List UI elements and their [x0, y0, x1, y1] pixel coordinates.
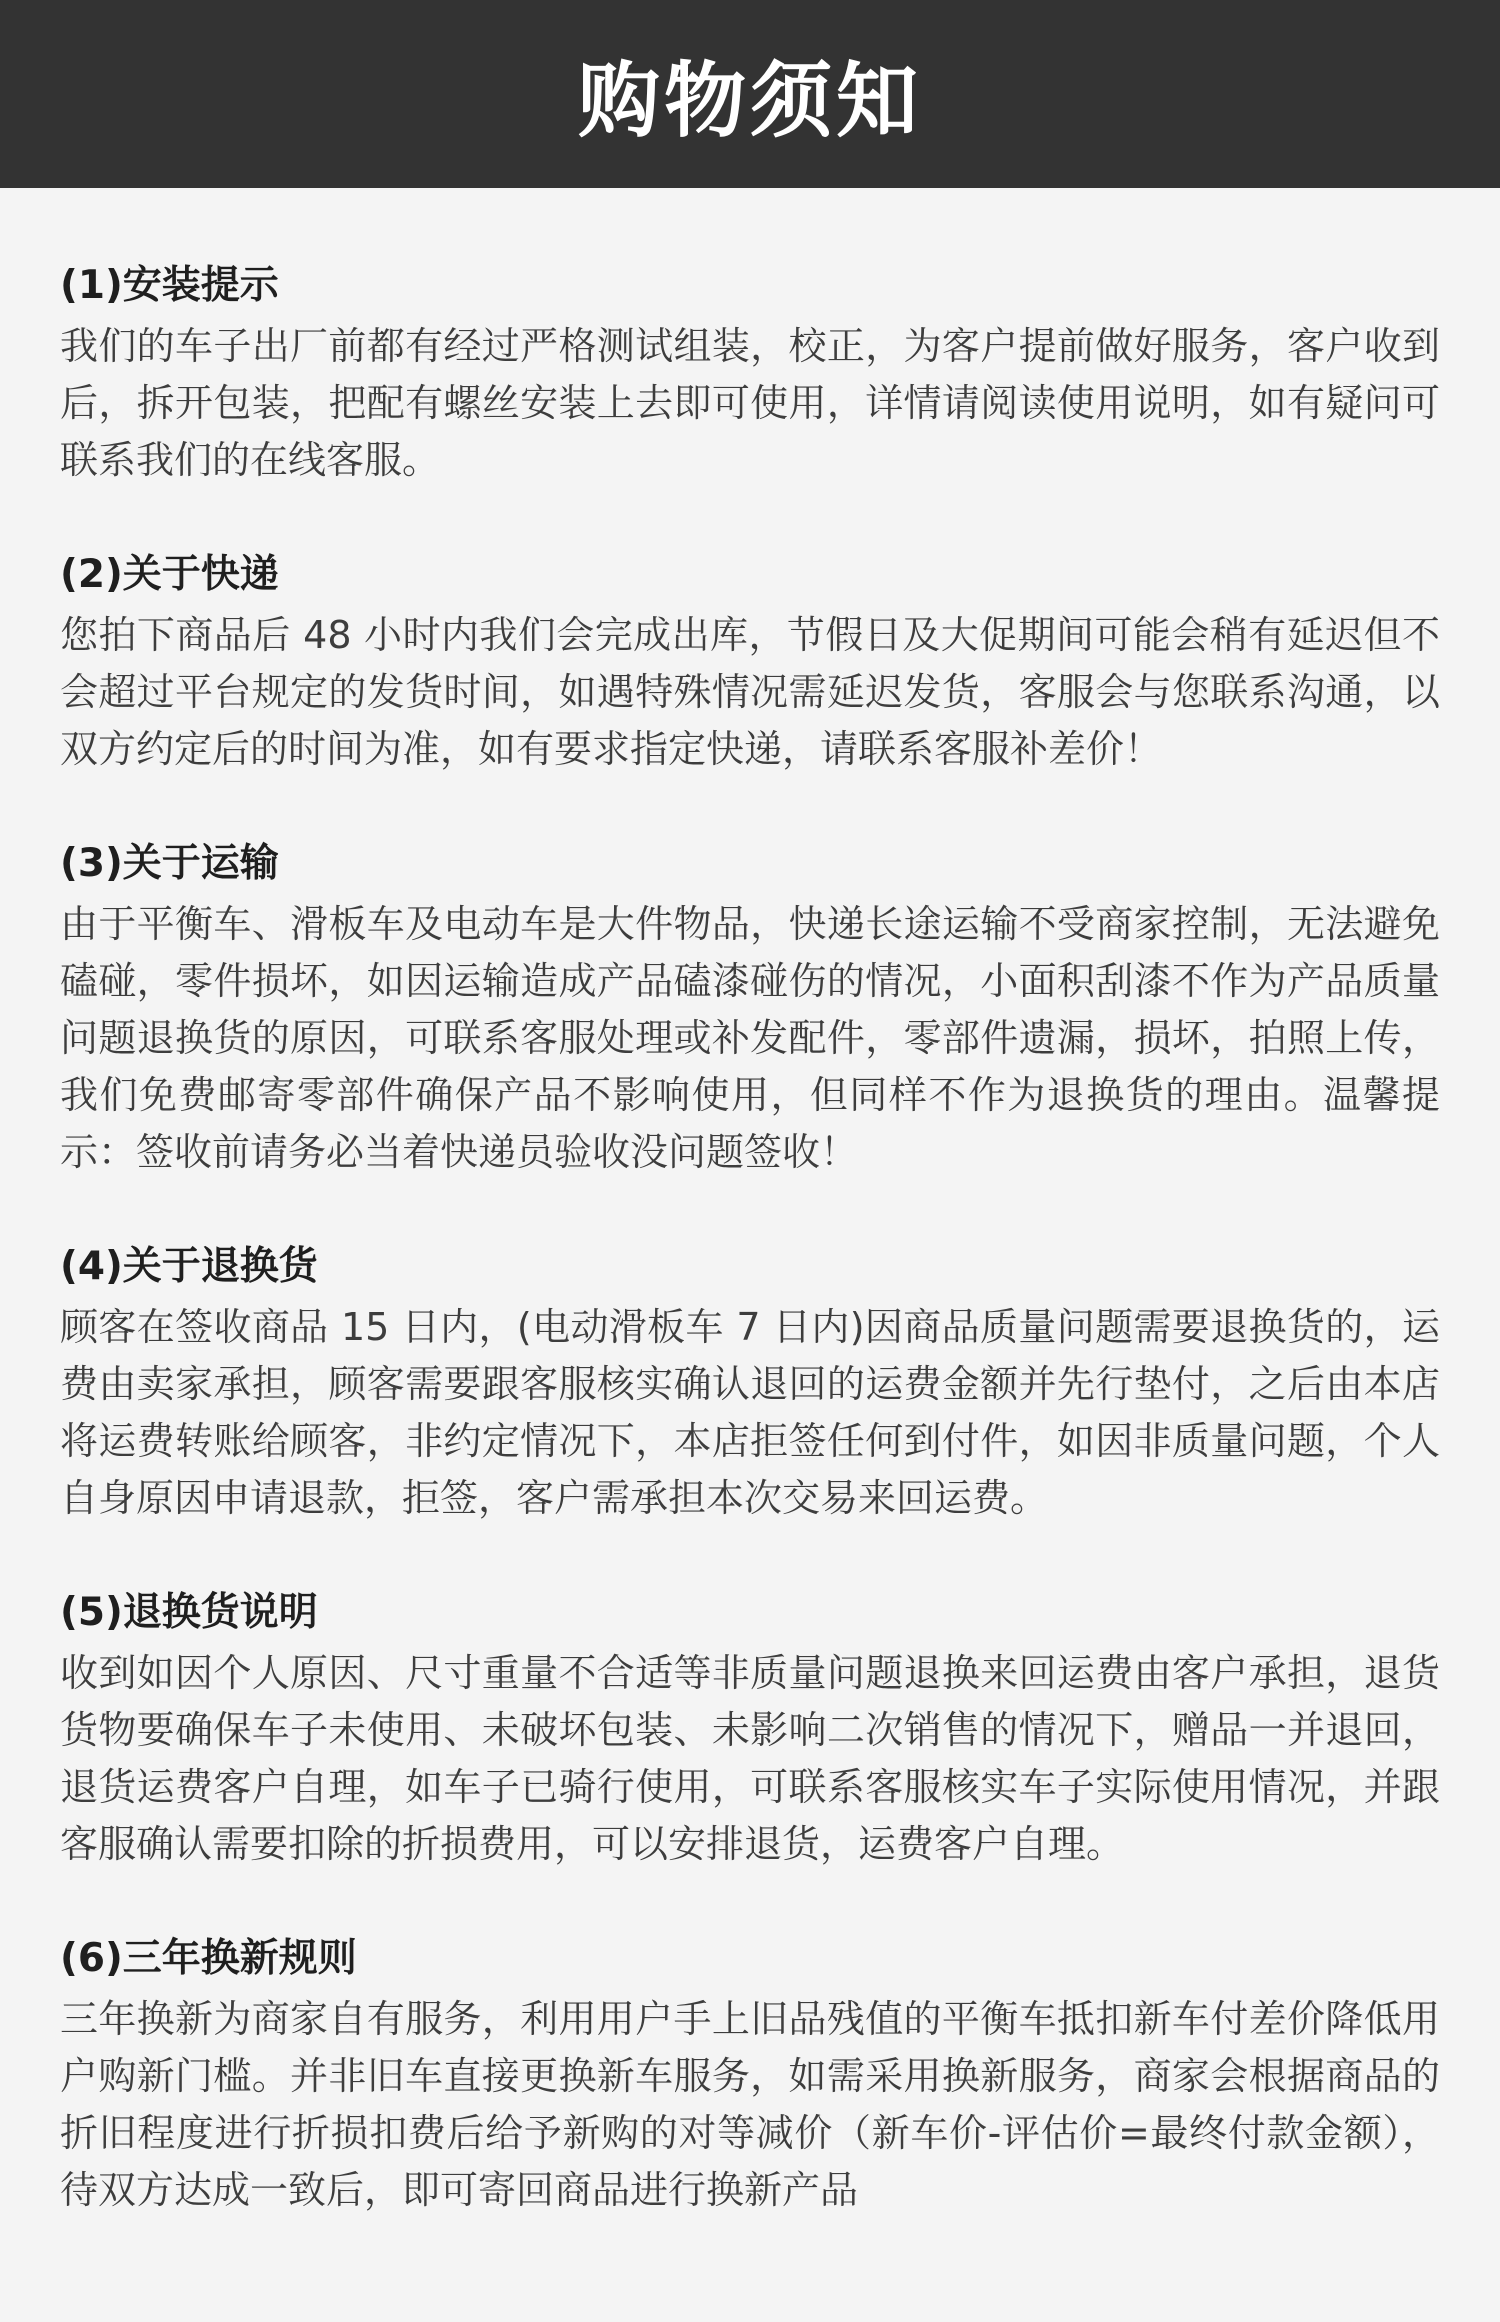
section-body: 我们的车子出厂前都有经过严格测试组装，校正，为客户提前做好服务，客户收到后，拆开包装，把配有螺丝安装上去即可使用，详情请阅读使用说明，如有疑问可联系我们的在线客服。: [60, 324, 1440, 482]
section-title: (1)安装提示: [60, 263, 279, 308]
section-returns: [60, 1239, 1440, 1527]
section-body: 三年换新为商家自有服务，利用用户手上旧品残值的平衡车抵扣新车付差价降低用户购新门槛。并非旧车直接更换新车服务，如需采用换新服务，商家会根据商品的折旧程度进行折损扣费后给予新购的对等减价（新车价-评估价=最终付款金额），待双方达成一致后，即可寄回商品进行换新产品: [60, 1997, 1440, 2212]
section-title: (5)退换货说明: [60, 1590, 318, 1635]
shopping-notice-content: [0, 188, 1500, 2322]
section-body: 您拍下商品后 48 小时内我们会完成出库，节假日及大促期间可能会稍有延迟但不会超过平台规定的发货时间，如遇特殊情况需延迟发货，客服会与您联系沟通，以双方约定后的时间为准，如有要求指定快递，请联系客服补差价！: [60, 613, 1440, 771]
section-body: 由于平衡车、滑板车及电动车是大件物品，快递长途运输不受商家控制，无法避免磕碰，零件损坏，如因运输造成产品磕漆碰伤的情况，小面积刮漆不作为产品质量问题退换货的原因，可联系客服处理或补发配件，零部件遗漏，损坏，拍照上传，我们免费邮寄零部件确保产品不影响使用，但同样不作为退换货的理由。温馨提示：签收前请务必当着快递员验收没问题签收！: [60, 902, 1440, 1174]
page-header: [0, 0, 1500, 188]
section-body: 收到如因个人原因、尺寸重量不合适等非质量问题退换来回运费由客户承担，退货货物要确保车子未使用、未破坏包装、未影响二次销售的情况下，赠品一并退回，退货运费客户自理，如车子已骑行使用，可联系客服核实车子实际使用情况，并跟客服确认需要扣除的折损费用，可以安排退货，运费客户自理。: [60, 1651, 1440, 1866]
section-delivery: [60, 547, 1440, 778]
section-title: (4)关于退换货: [60, 1244, 318, 1289]
section-title: (2)关于快递: [60, 552, 279, 597]
section-body: 顾客在签收商品 15 日内，(电动滑板车 7 日内)因商品质量问题需要退换货的，运费由卖家承担，顾客需要跟客服核实确认退回的运费金额并先行垫付，之后由本店将运费转账给顾客，非约定情况下，本店拒签任何到付件，如因非质量问题，个人自身原因申请退款，拒签，客户需承担本次交易来回运费。: [60, 1305, 1440, 1520]
section-transport: [60, 836, 1440, 1181]
section-title: (6)三年换新规则: [60, 1936, 357, 1981]
section-title: (3)关于运输: [60, 841, 279, 886]
section-installation: [60, 258, 1440, 489]
section-three-year-renewal: [60, 1931, 1440, 2219]
page-title: 购物须知: [577, 53, 922, 149]
section-return-instructions: [60, 1585, 1440, 1873]
